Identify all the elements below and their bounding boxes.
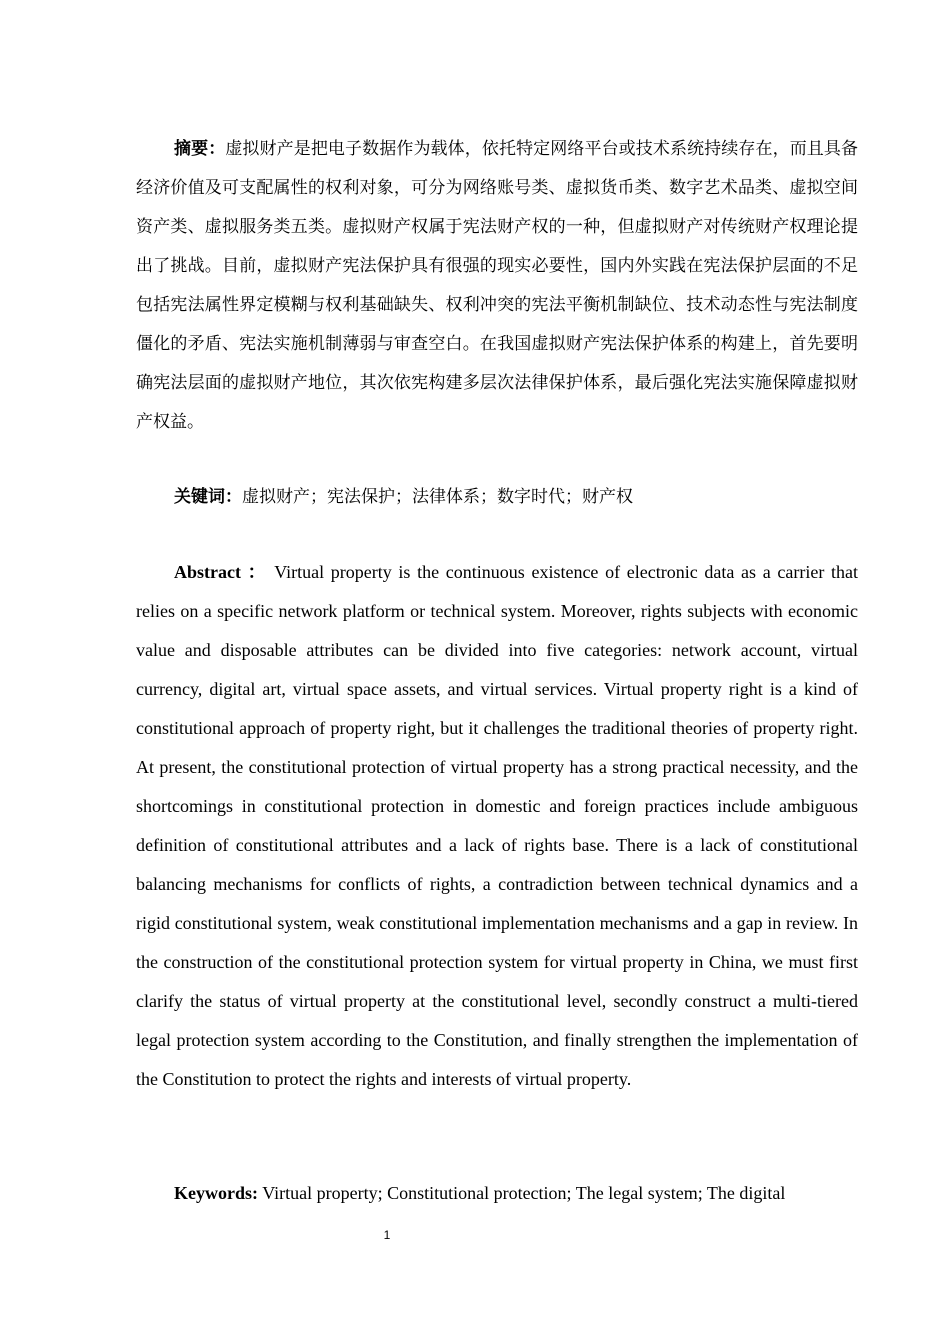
keywords-zh-label: 关键词：	[174, 487, 242, 507]
abstract-zh-text: 虚拟财产是把电子数据作为载体，依托特定网络平台或技术系统持续存在，而且具备经济价值及可支配属性的权利对象，可分为网络账号类、虚拟货币类、数字艺术品类、虚拟空间资产类、虚拟服务类五类。虚拟财产权属于宪法财产权的一种，但虚拟财产对传统财产权理论提出了挑战。目前，虚拟财产宪法保护具有很强的现实必要性，国内外实践在宪法保护层面的不足包括宪法属性界定模糊与权利基础缺失、权利冲突的宪法平衡机制缺位、技术动态性与宪法制度僵化的矛盾、宪法实施机制薄弱与审查空白。在我国虚拟财产宪法保护体系的构建上，首先要明确宪法层面的虚拟财产地位，其次依宪构建多层次法律保护体系，最后强化宪法实施保障虚拟财产权益。	[136, 139, 859, 432]
abstract-en-paragraph	[136, 553, 858, 1099]
keywords-zh-text: 虚拟财产；宪法保护；法律体系；数字时代；财产权	[242, 487, 633, 507]
abstract-zh-paragraph	[136, 130, 858, 442]
keywords-en-paragraph	[136, 1174, 858, 1213]
page-number: 1	[383, 1228, 391, 1242]
keywords-en-text: Virtual property; Constitutional protection; The legal system; The digital	[262, 1183, 786, 1203]
abstract-en-label: Abstract ：	[174, 562, 268, 582]
abstract-en-text: Virtual property is the continuous existence of electronic data as a carrier that relies on a specific network platform or technical system. Moreover, rights subjects with economic value and disposable attributes can be divided into five categories: network account, virtual currency, digital art, virtual space assets, and virtual services. Virtual property right is a kind of constitutional approach of property right, but it challenges the traditional theories of property right. At present, the constitutional protection of virtual property has a strong practical necessity, and the shortcomings in constitutional protection in domestic and foreign practices include ambiguous definition of constitutional attributes and a lack of rights base. There is a lack of constitutional balancing mechanisms for conflicts of rights, a contradiction between technical dynamics and a rigid constitutional system, weak constitutional implementation mechanisms and a gap in review. In the construction of the constitutional protection system for virtual property in China, we must first clarify the status of virtual property at the constitutional level, secondly construct a multi-tiered legal protection system according to the Constitution, and finally strengthen the implementation of the Constitution to protect the rights and interests of virtual property.	[136, 562, 858, 1089]
keywords-en-label: Keywords:	[174, 1183, 258, 1203]
abstract-zh-label: 摘要：	[174, 139, 226, 159]
keywords-zh-paragraph	[136, 478, 858, 517]
